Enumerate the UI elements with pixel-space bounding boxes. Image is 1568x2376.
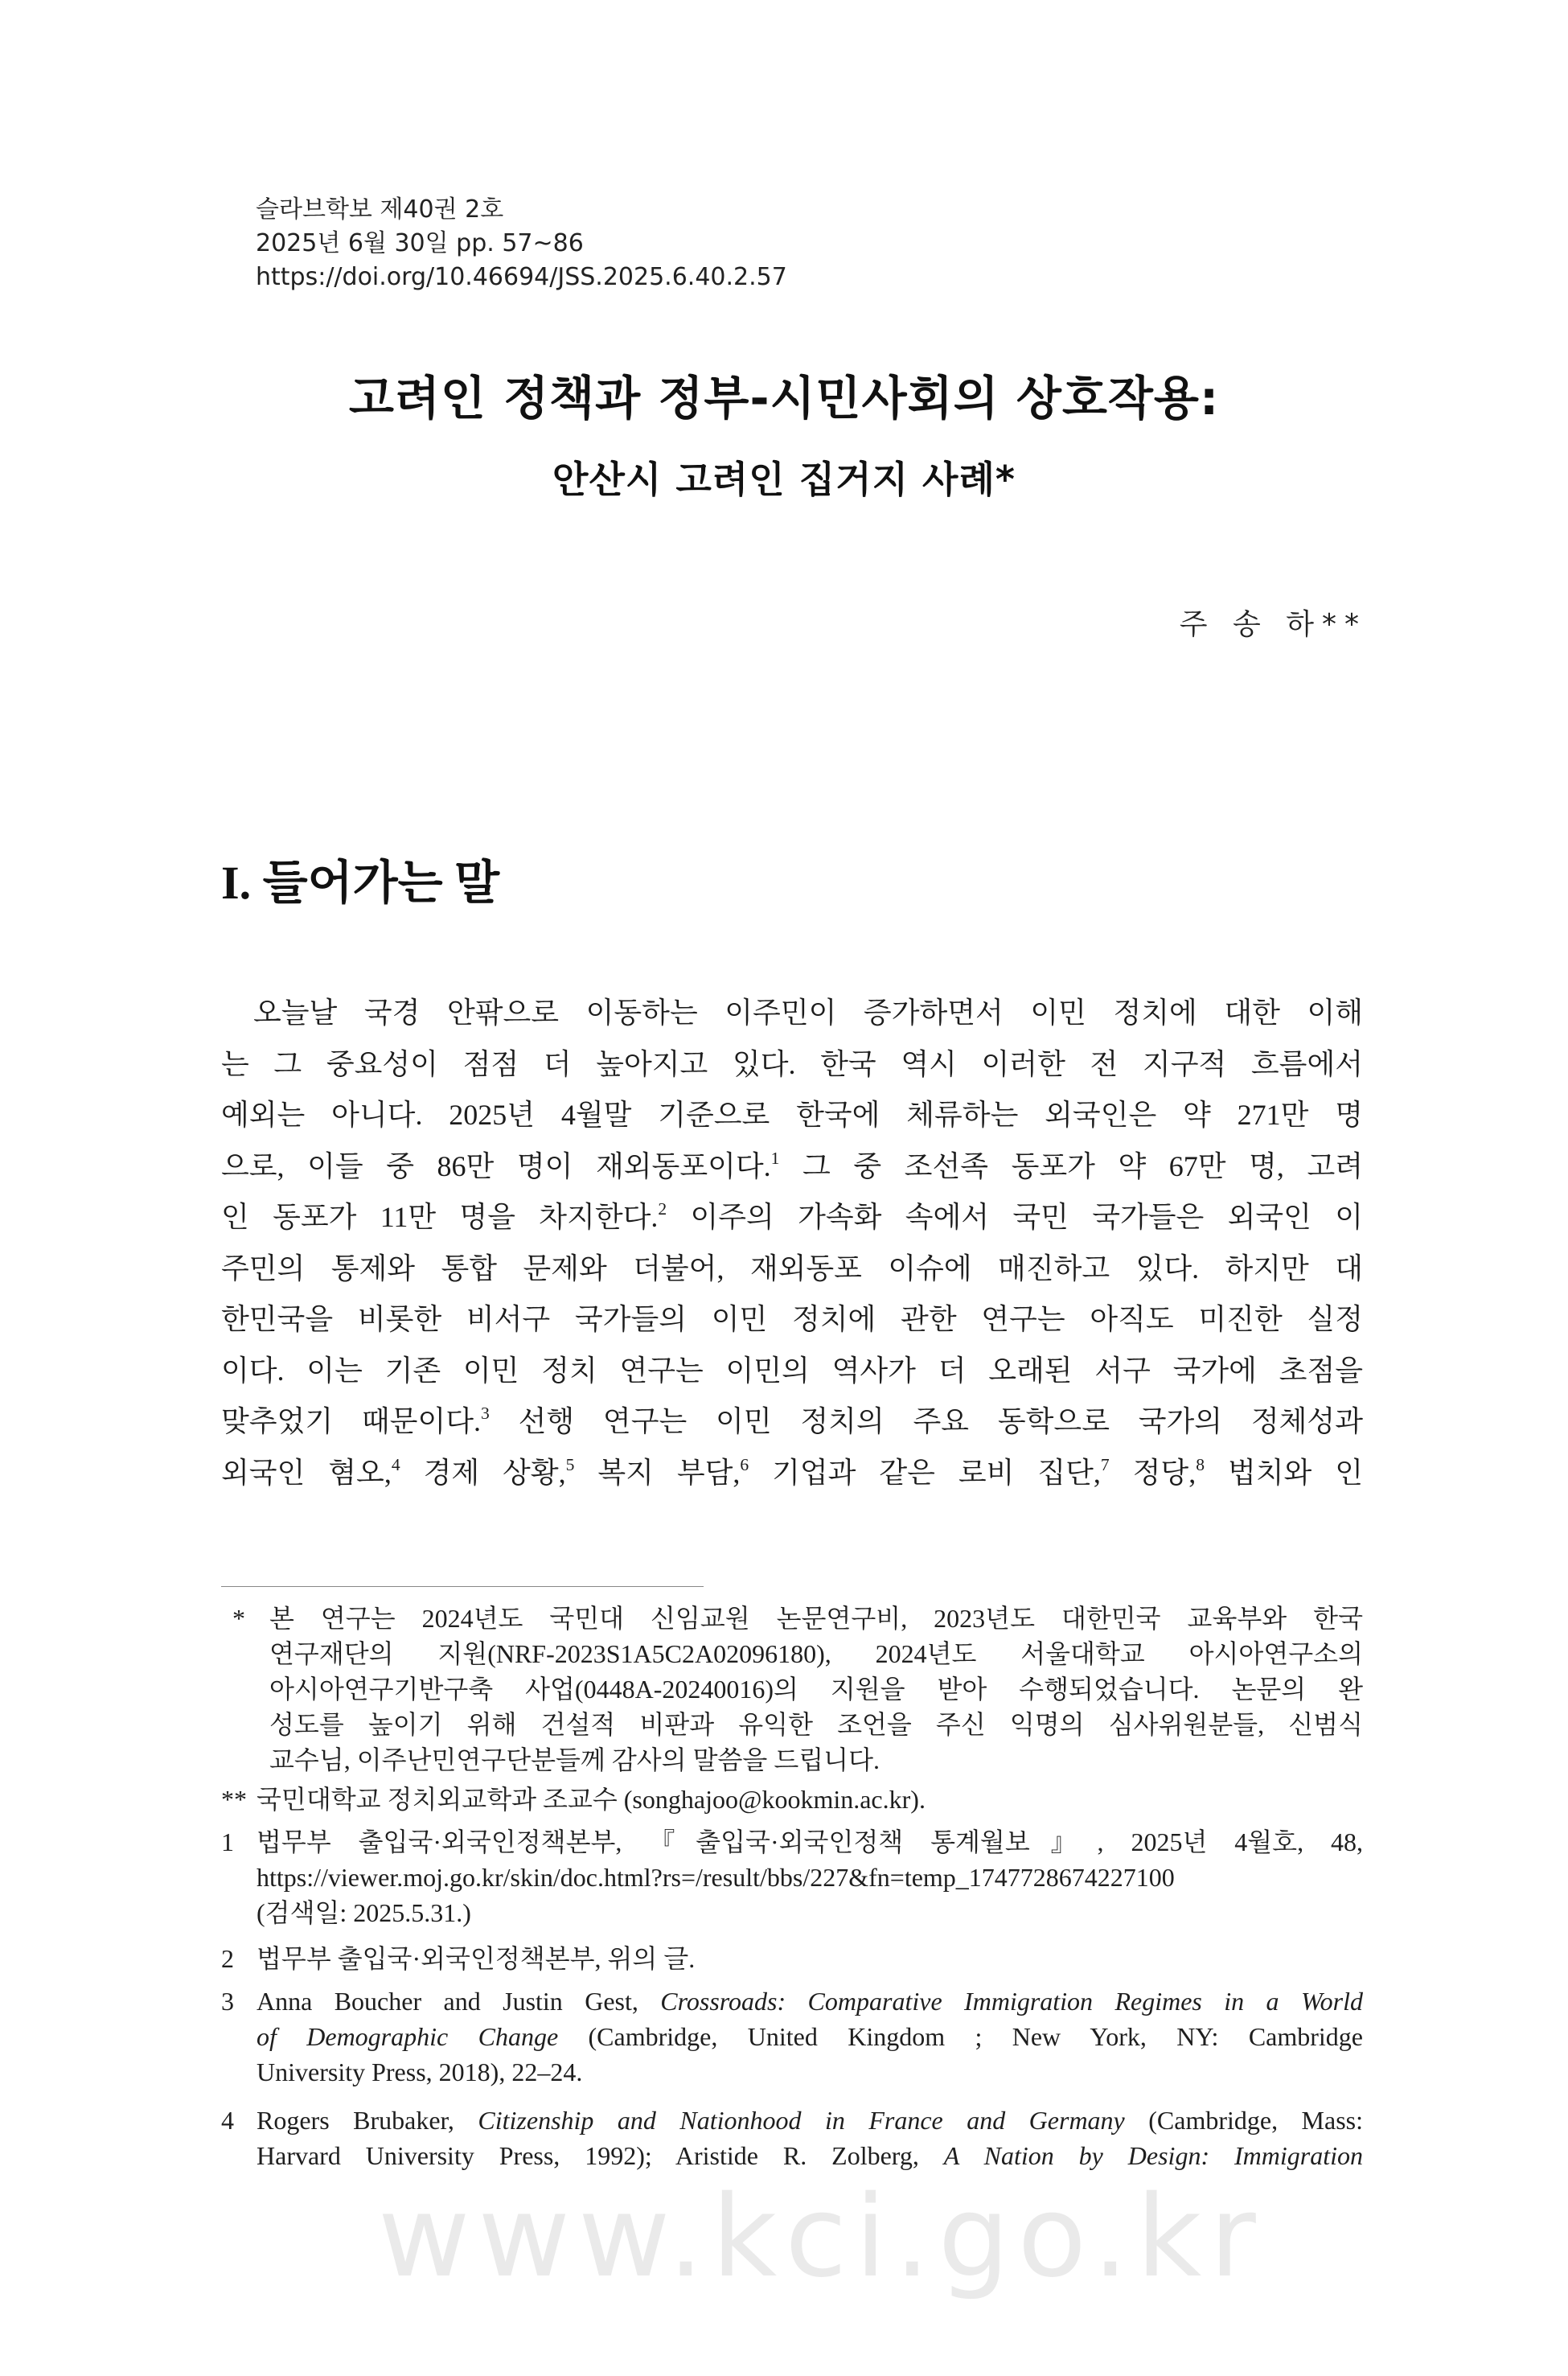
- footnote-line: of Demographic Change (Cambridge, United Kingdom ; New York, NY: Cambridge: [257, 2022, 1364, 2051]
- body-line: 이다. 이는 기존 이민 정치 연구는 이민의 역사가 더 오래된 서구 국가에 초점을: [221, 1354, 1363, 1387]
- footnote-ref[interactable]: 8: [1196, 1454, 1205, 1474]
- author-name: 주 송 하**: [1179, 608, 1367, 641]
- footnote-url[interactable]: https://viewer.moj.go.kr/skin/doc.html?rs=/result/bbs/227&fn=temp_1747728674227100: [257, 1863, 1175, 1892]
- footnote-line: (검색일: 2025.5.31.): [257, 1898, 471, 1927]
- footnote-ref[interactable]: 6: [740, 1454, 749, 1474]
- footnote-line: Anna Boucher and Justin Gest, Crossroads: Comparative Immigration Regimes in a World: [257, 1987, 1364, 2016]
- footnote-line: 본 연구는 2024년도 국민대 신임교원 논문연구비, 2023년도 대한민국 교육부와 한국: [269, 1604, 1363, 1633]
- doi-link[interactable]: https://doi.org/10.46694/JSS.2025.6.40.2.57: [256, 263, 787, 291]
- footnote-line: 아시아연구기반구축 사업(0448A-20240016)의 지원을 받아 수행되었습니다. 논문의 완: [269, 1675, 1363, 1704]
- footnote-ref[interactable]: 2: [658, 1198, 667, 1219]
- footnote-4: [221, 2103, 1363, 2173]
- footnote-marker: 1: [221, 1827, 234, 1856]
- section-heading: I. 들어가는 말: [221, 857, 500, 909]
- footnote-star: [221, 1601, 1363, 1778]
- body-line: 주민의 통제와 통합 문제와 더불어, 재외동포 이슈에 매진하고 있다. 하지만 대: [221, 1252, 1363, 1285]
- journal-meta: [256, 193, 787, 294]
- footnote-ref[interactable]: 5: [565, 1454, 575, 1474]
- paper-subtitle: 안산시 고려인 집거지 사례*: [552, 458, 1016, 501]
- footnote-marker: 2: [221, 1944, 234, 1973]
- footnote-marker: *: [232, 1604, 245, 1633]
- body-line: 맞추었기 때문이다.$^3$ 선행 연구는 이민 정치의 주요 동학으로 국가의 정체성과: [221, 1403, 1363, 1437]
- footnote-1: [221, 1824, 1363, 1930]
- body-text: [221, 988, 1363, 1498]
- footnote-marker: **: [221, 1785, 247, 1814]
- footnote-line: 교수님, 이주난민연구단분들께 감사의 말씀을 드립니다.: [269, 1745, 880, 1774]
- footnote-line: 국민대학교 정치외교학과 조교수 (songhajoo@kookmin.ac.kr).: [257, 1785, 926, 1814]
- footnote-marker: 4: [221, 2106, 234, 2135]
- journal-name: 슬라브학보 제40권 2호: [256, 195, 504, 224]
- footnote-3: [221, 1983, 1363, 2090]
- issue-date: 2025년 6월 30일 pp. 57~86: [256, 229, 584, 257]
- watermark: www.kci.go.kr: [378, 2172, 1264, 2303]
- footnote-2: [221, 1941, 1363, 1976]
- footnote-line: Harvard University Press, 1992); Aristide R. Zolberg, A Nation by Design: Immigration: [257, 2141, 1363, 2170]
- paper-title: 고려인 정책과 정부-시민사회의 상호작용:: [348, 371, 1220, 425]
- footnote-marker: 3: [221, 1987, 234, 2016]
- body-line: 예외는 아니다. 2025년 4월말 기준으로 한국에 체류하는 외국인은 약 271만 명: [221, 1099, 1363, 1131]
- footnote-ref[interactable]: 3: [481, 1403, 490, 1423]
- body-line: 으로, 이들 중 86만 명이 재외동포이다.$^1$ 그 중 조선족 동포가 약 67만 명, 고려: [221, 1148, 1363, 1182]
- body-line: 한민국을 비롯한 비서구 국가들의 이민 정치에 관한 연구는 아직도 미진한 실정: [221, 1303, 1363, 1335]
- footnote-ref[interactable]: 1: [770, 1148, 780, 1168]
- footnote-line: 연구재단의 지원(NRF-2023S1A5C2A02096180), 2024년도 서울대학교 아시아연구소의: [269, 1639, 1363, 1668]
- body-line: 는 그 중요성이 점점 더 높아지고 있다. 한국 역시 이러한 전 지구적 흐름에서: [221, 1047, 1363, 1080]
- body-line: 오늘날 국경 안팎으로 이동하는 이주민이 증가하면서 이민 정치에 대한 이해: [253, 997, 1363, 1029]
- footnote-ref[interactable]: 7: [1100, 1454, 1110, 1474]
- footnote-author: [221, 1782, 1363, 1817]
- footnote-divider: [221, 1586, 704, 1587]
- footnote-ref[interactable]: 4: [391, 1454, 400, 1474]
- footnote-line: 법무부 출입국·외국인정책본부, 『출입국·외국인정책 통계월보』, 2025년 4월호, 48,: [257, 1827, 1363, 1856]
- footnote-line: 성도를 높이기 위해 건설적 비판과 유익한 조언을 주신 익명의 심사위원분들, 신범식: [269, 1710, 1363, 1739]
- body-line: 인 동포가 11만 명을 차지한다.$^2$ 이주의 가속화 속에서 국민 국가들은 외국인 이: [221, 1198, 1364, 1233]
- footnote-line: University Press, 2018), 22–24.: [257, 2057, 583, 2086]
- body-line: 외국인 혐오,$^4$ 경제 상황,$^5$ 복지 부담,$^6$ 기업과 같은 로비 집단,$^7$ 정당,$^8$ 법치와 인: [221, 1454, 1363, 1489]
- footnote-line: 법무부 출입국·외국인정책본부, 위의 글.: [257, 1944, 696, 1973]
- footnote-line: Rogers Brubaker, Citizenship and Nationhood in France and Germany (Cambridge, Mass:: [257, 2106, 1364, 2135]
